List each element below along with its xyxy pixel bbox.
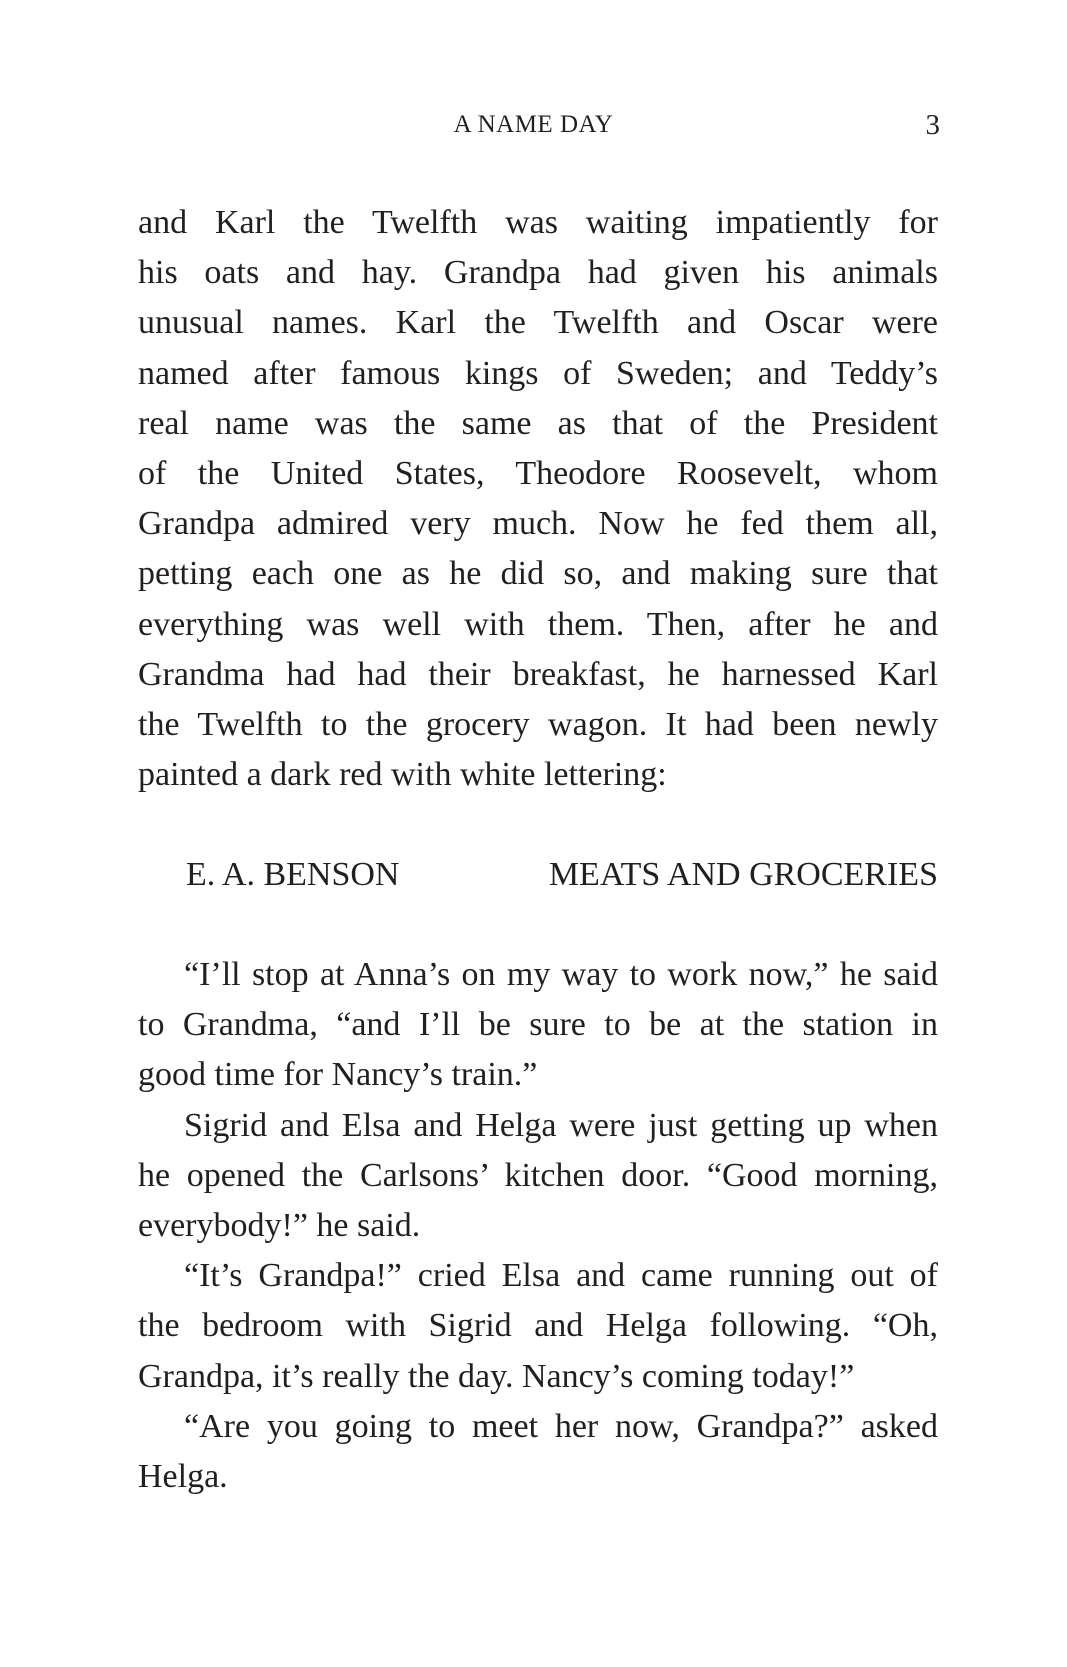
page-number: 3	[925, 109, 940, 141]
text-line: the bedroom with Sigrid and Helga following. “Oh,	[138, 1307, 938, 1345]
text-line: Helga.	[138, 1457, 228, 1495]
text-line: real name was the same as that of the President	[138, 404, 938, 442]
text-line: unusual names. Karl the Twelfth and Oscar were	[138, 304, 938, 342]
text-line: petting each one as he did so, and making sure that	[138, 555, 938, 593]
text-line: Grandma had had their breakfast, he harnessed Karl	[138, 655, 938, 693]
text-line: painted a dark red with white lettering:	[138, 756, 667, 794]
running-head	[0, 108, 1067, 142]
text-line: “Are you going to meet her now, Grandpa?” asked	[184, 1407, 938, 1445]
text-line: named after famous kings of Sweden; and Teddy’s	[138, 354, 938, 392]
text-line: “I’ll stop at Anna’s on my way to work now,” he said	[184, 956, 938, 993]
paragraph-2	[138, 950, 938, 1502]
paragraph-1	[138, 198, 938, 800]
text-line: good time for Nancy’s train.”	[138, 1056, 538, 1094]
text-line: Grandpa admired very much. Now he fed them all,	[138, 505, 938, 543]
text-line: his oats and hay. Grandpa had given his animals	[138, 254, 938, 292]
text-line: Grandpa, it’s really the day. Nancy’s coming today!”	[138, 1357, 855, 1395]
sign-name: E. A. BENSON	[186, 856, 400, 893]
text-line: of the United States, Theodore Roosevelt, whom	[138, 454, 938, 492]
text-line: Sigrid and Elsa and Helga were just getting up when	[184, 1106, 938, 1144]
text-line: everything was well with them. Then, after he and	[138, 605, 938, 643]
text-line: he opened the Carlsons’ kitchen door. “Good morning,	[138, 1156, 938, 1194]
text-line: the Twelfth to the grocery wagon. It had been newly	[138, 705, 938, 743]
text-line: everybody!” he said.	[138, 1206, 421, 1244]
text-line: to Grandma, “and I’ll be sure to be at the station in	[138, 1006, 938, 1044]
running-title: A NAME DAY	[453, 111, 614, 138]
sign-trade: MEATS AND GROCERIES	[548, 856, 938, 893]
text-line: and Karl the Twelfth was waiting impatiently for	[138, 204, 938, 241]
text-line: “It’s Grandpa!” cried Elsa and came running out of	[184, 1257, 938, 1295]
